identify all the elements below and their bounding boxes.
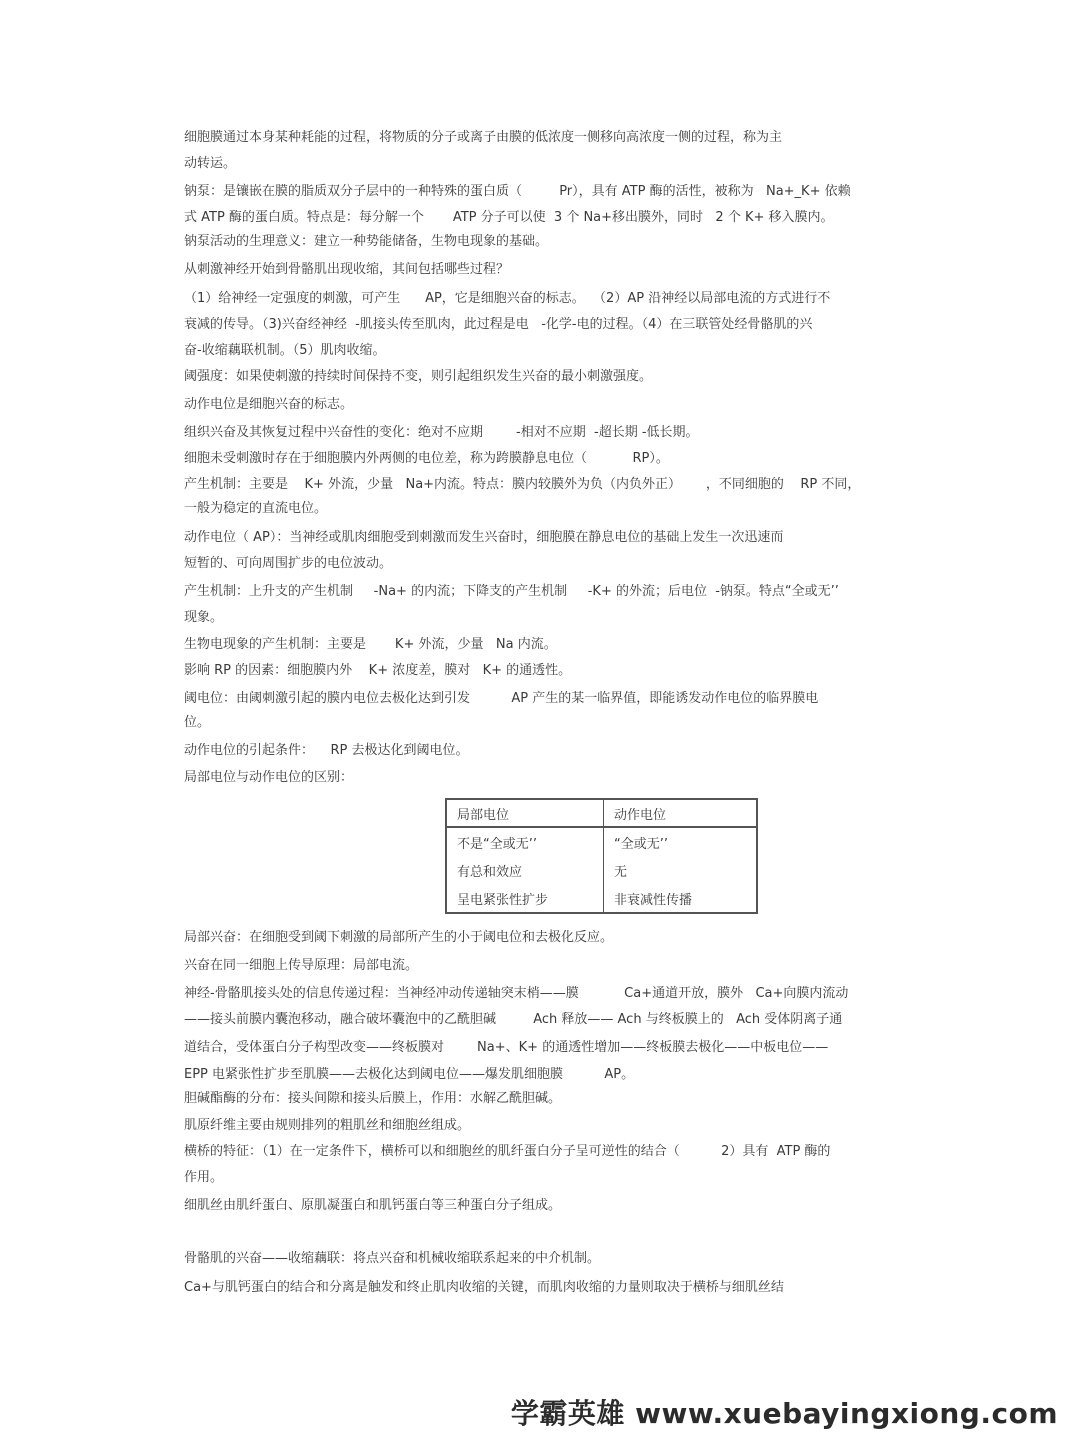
table-header-cell: 动作电位 (604, 799, 758, 827)
table-cell: 不是“全或无’’ (457, 836, 537, 852)
table-header-row (446, 799, 757, 827)
text-line: 骨骼肌的兴奋——收缩藕联：将点兴奋和机械收缩联系起来的中介机制。 (184, 1251, 601, 1266)
text-line: 动转运。 (184, 156, 237, 171)
text-line: 肌原纤维主要由规则排列的粗肌丝和细胞丝组成。 (184, 1118, 471, 1133)
text-line: 式 ATP 酶的蛋白质。特点是：每分解一个 ATP 分子可以使 3 个 Na+移出膜外，同时 2 个 K+ 移入膜内。 (184, 210, 834, 225)
table-header-cell: 局部电位 (446, 799, 604, 827)
table-cell: 有总和效应 (457, 864, 523, 880)
text-line: 道结合，受体蛋白分子构型改变——终板膜对 Na+、K+ 的通透性增加——终板膜去极化——中板电位—— (184, 1040, 829, 1055)
text-line: 兴奋在同一细胞上传导原理：局部电流。 (184, 958, 419, 973)
text-line: 作用。 (184, 1170, 224, 1185)
table-row (446, 856, 757, 884)
table-row (446, 884, 757, 913)
text-line: 产生机制：主要是 K+ 外流，少量 Na+内流。特点：膜内较膜外为负（内负外正） ，不同细胞的 RP 不同， (184, 477, 861, 492)
text-line: 细胞膜通过本身某种耗能的过程，将物质的分子或离子由膜的低浓度一侧移向高浓度一侧的过程，称为主 (184, 130, 783, 145)
text-line: 影响 RP 的因素：细胞膜内外 K+ 浓度差，膜对 K+ 的通透性。 (184, 663, 572, 678)
text-line: 钠泵：是镶嵌在膜的脂质双分子层中的一种特殊的蛋白质（ Pr），具有 ATP 酶的活性，被称为 Na+_K+ 依赖 (184, 184, 851, 199)
text-line: 钠泵活动的生理意义：建立一种势能储备，生物电现象的基础。 (184, 234, 549, 249)
text-line: 胆碱酯酶的分布：接头间隙和接头后膜上，作用：水解乙酰胆碱。 (184, 1091, 562, 1106)
text-line: 短暂的、可向周围扩步的电位波动。 (184, 556, 393, 571)
table-cell: 非衰减性传播 (604, 884, 758, 913)
text-line: 局部兴奋：在细胞受到阈下刺激的局部所产生的小于阈电位和去极化反应。 (184, 930, 614, 945)
text-line: 动作电位的引起条件： RP 去极达化到阈电位。 (184, 743, 469, 758)
text-line: 神经-骨骼肌接头处的信息传递过程：当神经冲动传递轴突末梢——膜 Ca+通道开放，膜外 Ca+向膜内流动 (184, 986, 849, 1001)
text-line: 现象。 (184, 610, 224, 625)
text-line: 位。 (184, 715, 211, 730)
text-line: EPP 电紧张性扩步至肌膜——去极化达到阈电位——爆发肌细胞膜 AP。 (184, 1067, 635, 1082)
site-watermark: 学霸英雄 www.xuebayingxiong.com (510, 1397, 1058, 1430)
text-line: 奋-收缩藕联机制。（5）肌肉收缩。 (184, 343, 386, 358)
text-line: 生物电现象的产生机制：主要是 K+ 外流，少量 Na 内流。 (184, 637, 557, 652)
text-line: 横桥的特征：（1）在一定条件下，横桥可以和细胞丝的肌纤蛋白分子呈可逆性的结合（ 2）具有 ATP 酶的 (184, 1144, 831, 1159)
text-line: 细肌丝由肌纤蛋白、原肌凝蛋白和肌钙蛋白等三种蛋白分子组成。 (184, 1198, 562, 1213)
text-line: 阈电位：由阈刺激引起的膜内电位去极化达到引发 AP 产生的某一临界值，即能诱发动作电位的临界膜电 (184, 691, 819, 706)
text-line: Ca+与肌钙蛋白的结合和分离是触发和终止肌肉收缩的关键，而肌肉收缩的力量则取决于横桥与细肌丝结 (184, 1280, 784, 1295)
text-line: 细胞未受刺激时存在于细胞膜内外两侧的电位差，称为跨膜静息电位（ RP）。 (184, 451, 669, 466)
text-line: 衰减的传导。（3)兴奋经神经 -肌接头传至肌肉，此过程是电 -化学-电的过程。（4）在三联管处经骨骼肌的兴 (184, 317, 813, 332)
table-cell: 呈电紧张性扩步 (457, 892, 549, 908)
comparison-table (445, 798, 758, 914)
text-line: 组织兴奋及其恢复过程中兴奋性的变化：绝对不应期 -相对不应期 -超长期 -低长期。 (184, 425, 699, 440)
text-line: 阈强度：如果使刺激的持续时间保持不变，则引起组织发生兴奋的最小刺激强度。 (184, 369, 653, 384)
text-line: 动作电位是细胞兴奋的标志。 (184, 397, 354, 412)
text-line: 一般为稳定的直流电位。 (184, 501, 328, 516)
table-cell: 无 (604, 856, 758, 884)
table-row (446, 827, 757, 856)
text-line: 产生机制：上升支的产生机制 -Na+ 的内流；下降支的产生机制 -K+ 的外流；后电位 -钠泵。特点“全或无’’ (184, 584, 839, 599)
text-line: （1）给神经一定强度的刺激，可产生 AP，它是细胞兴奋的标志。 （2）AP 沿神经以局部电流的方式进行不 (184, 291, 831, 306)
text-line: 局部电位与动作电位的区别： (184, 770, 354, 785)
table-cell: “全或无’’ (604, 827, 758, 856)
text-line: ——接头前膜内囊泡移动，融合破坏囊泡中的乙酰胆碱 Ach 释放—— Ach 与终板膜上的 Ach 受体阴离子通 (184, 1012, 843, 1027)
text-line: 动作电位（ AP）：当神经或肌肉细胞受到刺激而发生兴奋时，细胞膜在静息电位的基础上发生一次迅速而 (184, 530, 784, 545)
text-line: 从刺激神经开始到骨骼肌出现收缩，其间包括哪些过程？ (184, 262, 510, 277)
